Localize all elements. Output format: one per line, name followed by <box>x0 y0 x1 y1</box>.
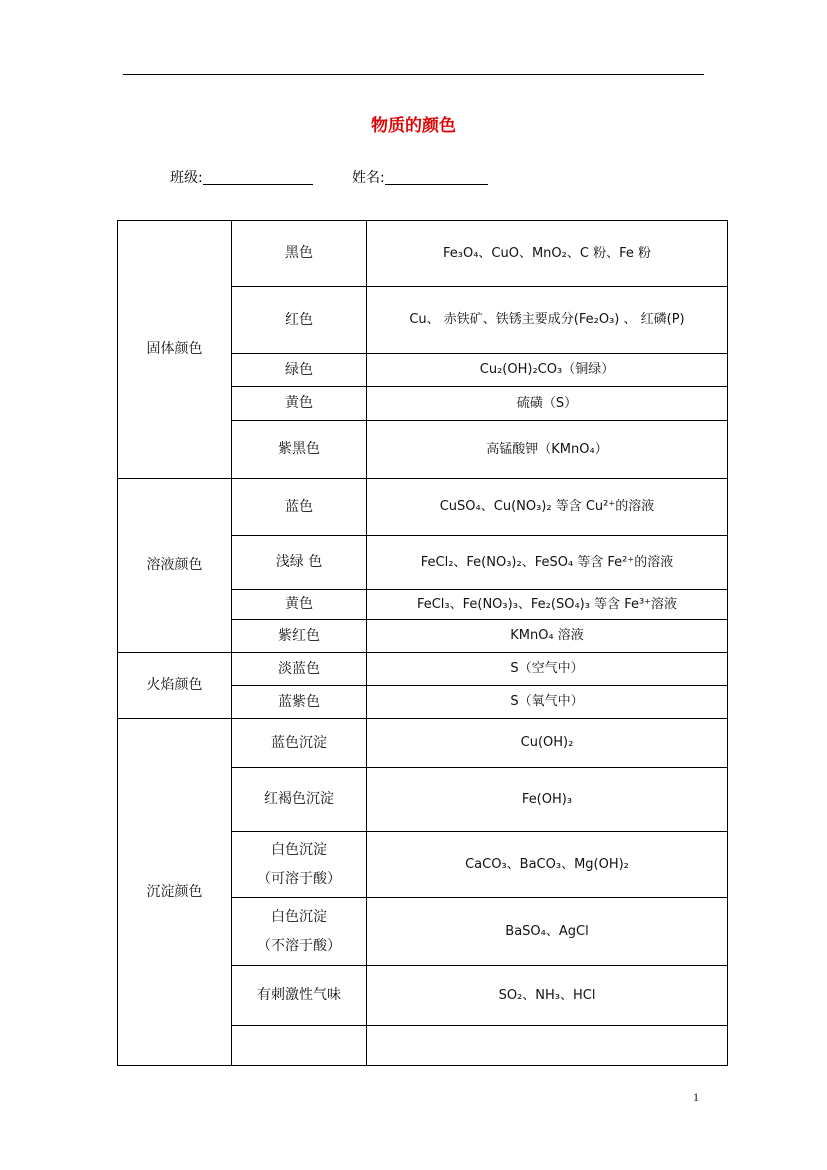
content-cell: 高锰酸钾（KMnO₄） <box>367 421 728 479</box>
color-cell: 浅绿 色 <box>232 536 367 590</box>
content-cell <box>367 1026 728 1066</box>
content-cell: CuSO₄、Cu(NO₃)₂ 等含 Cu²⁺的溶液 <box>367 479 728 536</box>
name-label: 姓名: <box>352 170 385 186</box>
content-cell: KMnO₄ 溶液 <box>367 620 728 653</box>
group-cell: 溶液颜色 <box>118 479 232 653</box>
content-cell: SO₂、NH₃、HCl <box>367 966 728 1026</box>
color-cell: 蓝紫色 <box>232 686 367 719</box>
color-cell: 绿色 <box>232 354 367 387</box>
color-line: （不溶于酸） <box>257 937 341 954</box>
content-cell: FeCl₃、Fe(NO₃)₃、Fe₂(SO₄)₃ 等含 Fe³⁺溶液 <box>367 590 728 620</box>
content-cell: Fe₃O₄、CuO、MnO₂、C 粉、Fe 粉 <box>367 221 728 287</box>
table-row <box>118 479 728 536</box>
name-blank[interactable] <box>385 168 488 185</box>
content-cell: FeCl₂、Fe(NO₃)₂、FeSO₄ 等含 Fe²⁺的溶液 <box>367 536 728 590</box>
color-table <box>117 220 728 1066</box>
group-cell: 沉淀颜色 <box>118 719 232 1066</box>
class-label: 班级: <box>170 170 203 186</box>
color-cell: 蓝色沉淀 <box>232 719 367 768</box>
group-cell: 火焰颜色 <box>118 653 232 719</box>
content-cell: Cu₂(OH)₂CO₃（铜绿） <box>367 354 728 387</box>
color-line: 白色沉淀 <box>271 908 327 925</box>
header-rule <box>123 74 704 75</box>
table-row <box>118 653 728 686</box>
color-cell: 蓝色 <box>232 479 367 536</box>
table-row <box>118 221 728 287</box>
page-number: 1 <box>693 1090 699 1104</box>
content-cell: S（氧气中） <box>367 686 728 719</box>
color-cell: 红褐色沉淀 <box>232 768 367 832</box>
color-cell <box>232 832 367 898</box>
color-cell: 淡蓝色 <box>232 653 367 686</box>
content-cell: Fe(OH)₃ <box>367 768 728 832</box>
class-blank[interactable] <box>203 168 313 185</box>
name-field <box>352 167 488 187</box>
color-cell: 红色 <box>232 287 367 354</box>
color-cell <box>232 1026 367 1066</box>
class-field <box>170 167 313 187</box>
color-cell: 黄色 <box>232 387 367 421</box>
color-line: 白色沉淀 <box>271 841 327 858</box>
color-cell: 有刺激性气味 <box>232 966 367 1026</box>
content-cell: Cu(OH)₂ <box>367 719 728 768</box>
content-cell: S（空气中） <box>367 653 728 686</box>
color-cell: 黑色 <box>232 221 367 287</box>
table-row <box>118 719 728 768</box>
color-line: （可溶于酸） <box>257 870 341 887</box>
color-cell: 紫红色 <box>232 620 367 653</box>
content-cell: BaSO₄、AgCl <box>367 898 728 966</box>
color-cell: 黄色 <box>232 590 367 620</box>
page-title: 物质的颜色 <box>371 116 456 136</box>
content-cell: 硫磺（S） <box>367 387 728 421</box>
content-cell: CaCO₃、BaCO₃、Mg(OH)₂ <box>367 832 728 898</box>
group-cell: 固体颜色 <box>118 221 232 479</box>
color-cell <box>232 898 367 966</box>
color-cell: 紫黑色 <box>232 421 367 479</box>
content-cell: Cu、 赤铁矿、铁锈主要成分(Fe₂O₃) 、 红磷(P) <box>367 287 728 354</box>
